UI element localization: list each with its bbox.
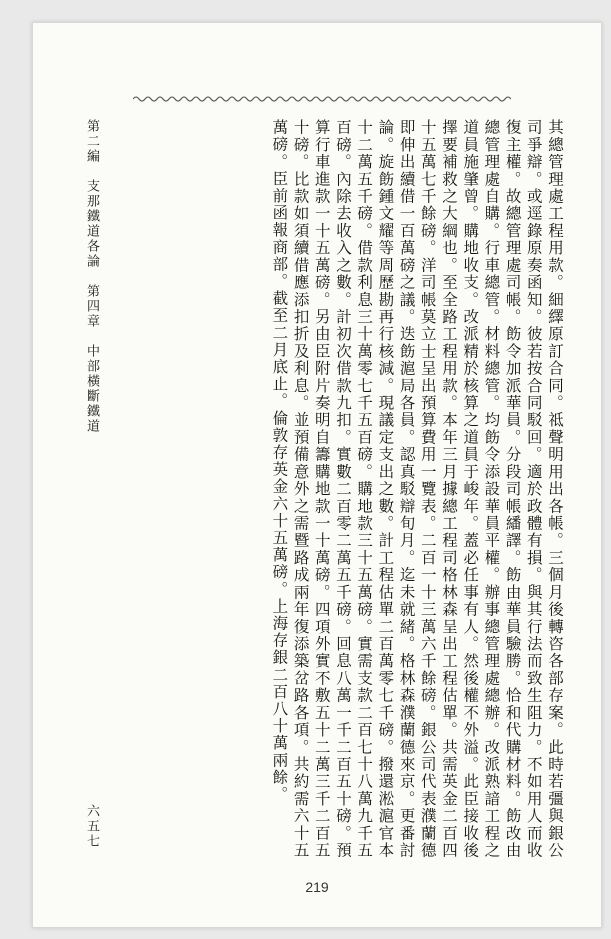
vertical-body-text (131, 119, 565, 859)
book-page (32, 22, 602, 928)
book-part: 第二編 (84, 119, 99, 164)
page-number-cjk: 六五七 (84, 804, 99, 849)
chapter-label: 第四章 (84, 284, 99, 329)
body-paragraph: 其總管理處工程用款。細繹原訂合同。祗聲明用出各帳。三個月後轉咨各部存案。此時若彊與銀公司爭辯。或逕錄原奏函知。彼若按合同駁回。適於政體有損。與其行法而致生阻力。不如用人而收復主權。故總管理處司帳。飭令加派華員。分段司帳繙譯。飭由華員驗勝。恰和代購材料。飭改由總管理處自購。行車總管。材料總管。均飭令添設華員平權。辦事總管理處總辦。改派熟諳工程之道員施肇曾。購地收支。改派精於核算之道員于峻年。蓋必任事有人。然後權不外溢。此臣接收後擇要補救之大綱也。至全路工程用款。本年三月據總工程司格林森呈出工程估單。共需英金二百四十五萬七千餘磅。洋司帳莫立士呈出預算費用一覽表。二百一十三萬六千餘磅。銀公司代表濮蘭德即伸出續借一百萬磅之議。迭飭滬局各員。認真駁辯旬月。迄未就緒。格林森濮蘭德來京。更番討論。旋飭鍾文耀等周歷勘再行核減。現議定支出之數。計工程估單二百萬零七千磅。撥還淞滬官本十二萬五千磅。借款利息三十萬零七千五百磅。購地款三十五萬磅。實需支款二百七十八萬九千五百磅。內除去收入之數。計初次借款九扣。實數二百零二萬五千磅。回息八萬一千二百五十磅。預算行車進款一十五萬磅。另由臣附片奏明自籌購地款一十萬磅。四項外實不敷五十二萬三千二百五十磅。比款如須續借應添扣折及利息。並預備意外之需暨路成兩年復添築岔路各項。共約需六十五萬磅。臣前函報商部。截至二月底止。倫敦存英金六十五萬磅。上海存銀二百八十萬兩餘。 (270, 119, 564, 859)
header-ornament-rule (133, 95, 511, 103)
ornament-wave (133, 95, 511, 103)
running-head-title (82, 119, 101, 434)
book-title: 支那鐵道各論 (84, 179, 99, 269)
running-head (69, 119, 101, 849)
section-label: 中部橫斷鐵道 (84, 344, 99, 434)
page-number: 219 (305, 879, 329, 895)
